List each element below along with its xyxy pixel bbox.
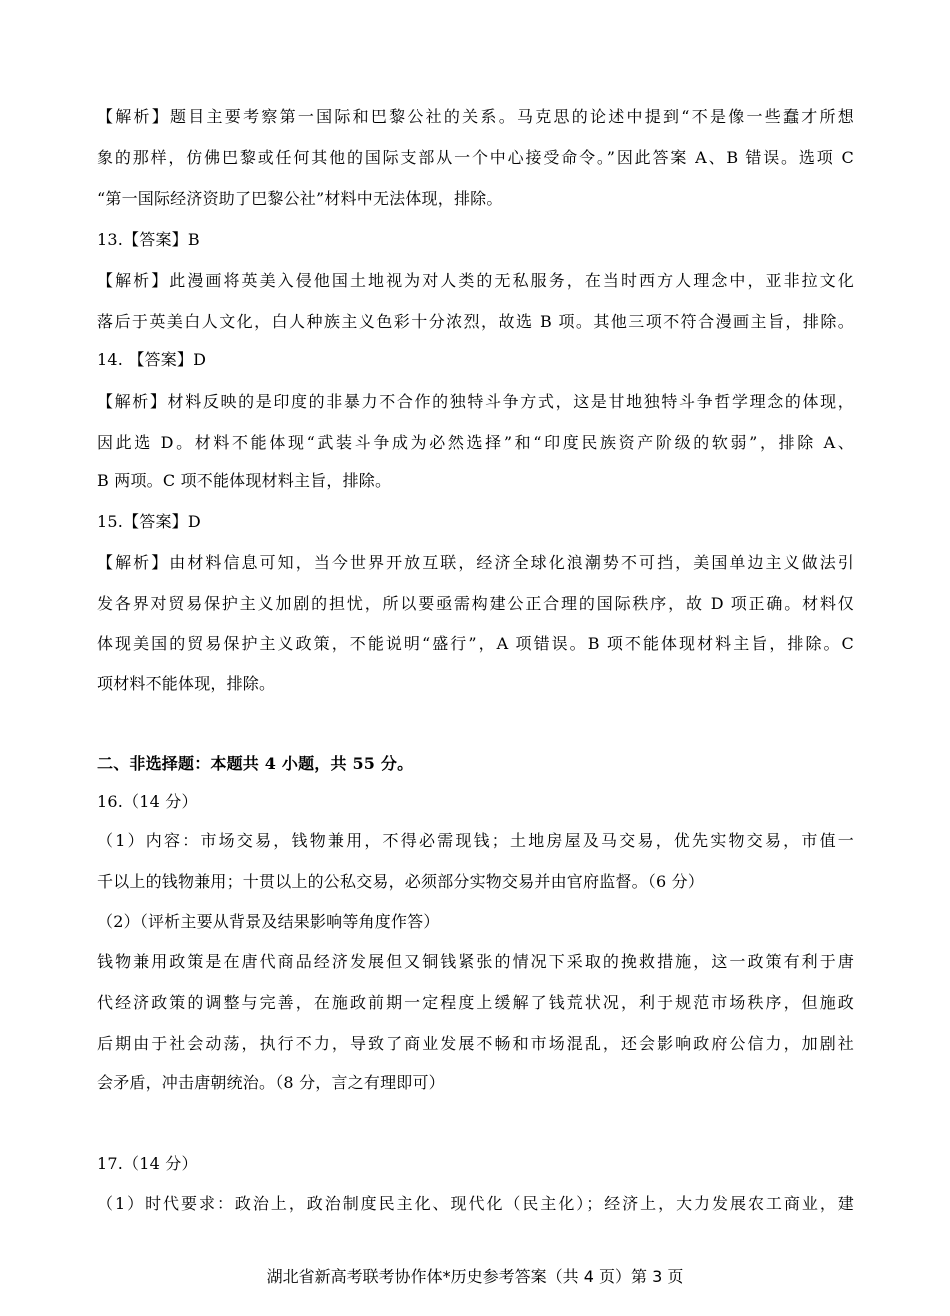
analysis-14-line-1: 【解析】材料反映的是印度的非暴力不合作的独特斗争方式，这是甘地独特斗争哲学理念的体现， bbox=[97, 392, 854, 411]
analysis-12-line-1: 【解析】题目主要考察第一国际和巴黎公社的关系。马克思的论述中提到“不是像一些蠢才所想 bbox=[97, 107, 854, 126]
q16-part2-line-3: 后期由于社会动荡，执行不力，导致了商业发展不畅和市场混乱，还会影响政府公信力，加剧社 bbox=[97, 1034, 854, 1053]
question-17-heading: 17.（14 分） bbox=[97, 1154, 198, 1173]
analysis-13-line-1: 【解析】此漫画将英美入侵他国土地视为对人类的无私服务，在当时西方人理念中，亚非拉文化 bbox=[97, 271, 854, 290]
analysis-13-line-2: 落后于英美白人文化，白人种族主义色彩十分浓烈，故选 B 项。其他三项不符合漫画主旨，排除。 bbox=[97, 312, 854, 331]
analysis-15-line-3: 体现美国的贸易保护主义政策，不能说明“盛行”，A 项错误。B 项不能体现材料主旨，排除。C bbox=[97, 634, 854, 653]
answer-14: 14. 【答案】D bbox=[97, 350, 207, 369]
q16-part2-line-1: 钱物兼用政策是在唐代商品经济发展但又铜钱紧张的情况下采取的挽救措施，这一政策有利于唐 bbox=[97, 952, 854, 971]
answer-15: 15.【答案】D bbox=[97, 512, 201, 531]
q16-part2-heading: （2）（评析主要从背景及结果影响等角度作答） bbox=[97, 912, 440, 931]
q16-part2-line-4: 会矛盾，冲击唐朝统治。（8 分，言之有理即可） bbox=[97, 1073, 445, 1092]
answer-13: 13.【答案】B bbox=[97, 230, 200, 249]
q16-part1-line-1: （1）内容：市场交易，钱物兼用，不得必需现钱；土地房屋及马交易，优先实物交易，市值一 bbox=[97, 831, 854, 850]
section-two-heading: 二、非选择题：本题共 4 小题，共 55 分。 bbox=[97, 754, 414, 773]
analysis-12-line-3: “第一国际经济资助了巴黎公社”材料中无法体现，排除。 bbox=[97, 189, 503, 208]
q16-part1-line-2: 千以上的钱物兼用；十贯以上的公私交易，必须部分实物交易并由官府监督。（6 分） bbox=[97, 872, 705, 891]
analysis-14-line-2: 因此选 D。材料不能体现“武装斗争成为必然选择”和“印度民族资产阶级的软弱”，排除 A、 bbox=[97, 433, 854, 452]
analysis-15-line-2: 发各界对贸易保护主义加剧的担忧，所以要亟需构建公正合理的国际秩序，故 D 项正确。材料仅 bbox=[97, 594, 854, 613]
question-16-heading: 16.（14 分） bbox=[97, 792, 198, 811]
q17-part1-line-1: （1）时代要求：政治上，政治制度民主化、现代化（民主化）；经济上，大力发展农工商业，建 bbox=[97, 1194, 854, 1213]
analysis-14-line-3: B 两项。C 项不能体现材料主旨，排除。 bbox=[97, 471, 392, 490]
analysis-15-line-4: 项材料不能体现，排除。 bbox=[97, 674, 276, 693]
q16-part2-line-2: 代经济政策的调整与完善，在施政前期一定程度上缓解了钱荒状况，利于规范市场秩序，但施政 bbox=[97, 993, 854, 1012]
analysis-12-line-2: 象的那样，仿佛巴黎或任何其他的国际支部从一个中心接受命令。”因此答案 A、B 错误。选项 C bbox=[97, 148, 854, 167]
analysis-15-line-1: 【解析】由材料信息可知，当今世界开放互联，经济全球化浪潮势不可挡，美国单边主义做法引 bbox=[97, 553, 854, 572]
page-footer: 湖北省新高考联考协作体*历史参考答案（共 4 页）第 3 页 bbox=[266, 1267, 684, 1286]
